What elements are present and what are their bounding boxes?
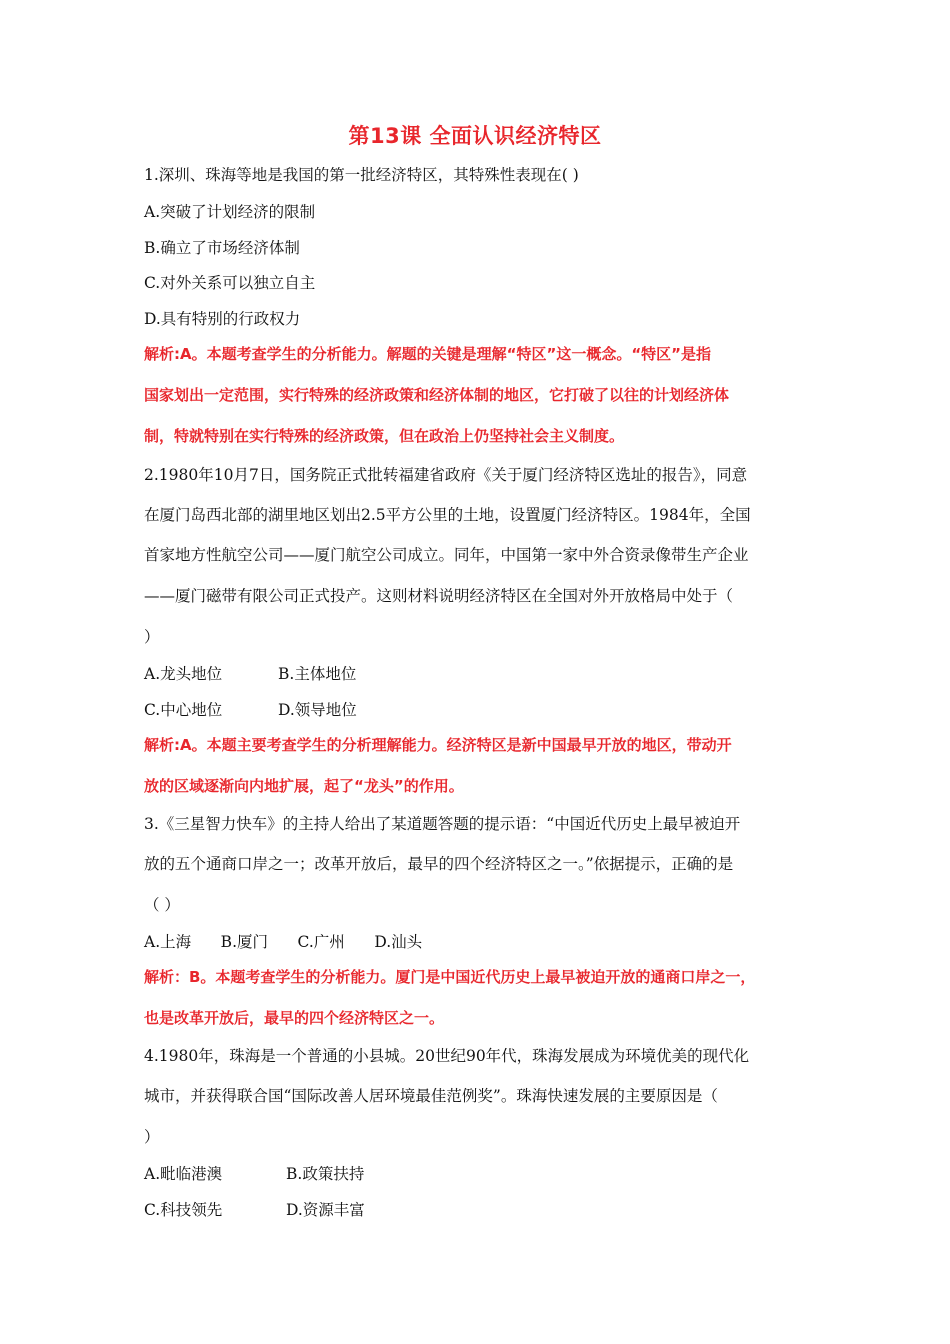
q1-option-a: A.突破了计划经济的限制 bbox=[144, 203, 316, 221]
q3-analysis-line: 也是改革开放后，最早的四个经济特区之一。 bbox=[144, 1009, 445, 1027]
q1-option-d: D.具有特别的行政权力 bbox=[144, 310, 301, 328]
q4-options-row bbox=[144, 1198, 365, 1220]
q2-stem-line: ——厦门磁带有限公司正式投产。这则材料说明经济特区在全国对外开放格局中处于（ bbox=[144, 587, 734, 605]
q4-options-row bbox=[144, 1162, 365, 1184]
q1-stem: 1.深圳、珠海等地是我国的第一批经济特区，其特殊性表现在( ) bbox=[144, 166, 579, 184]
q3-stem-line: 3.《三星智力快车》的主持人给出了某道题答题的提示语：“中国近代历史上最早被迫开 bbox=[144, 815, 741, 833]
q2-option-a: A.龙头地位 bbox=[144, 665, 223, 683]
q1-option-b: B.确立了市场经济体制 bbox=[144, 239, 300, 257]
q2-stem-line: ） bbox=[144, 628, 160, 646]
q2-analysis-line: 解析:A。本题主要考查学生的分析理解能力。经济特区是新中国最早开放的地区，带动开 bbox=[144, 736, 732, 754]
q1-analysis-line: 制，特就特别在实行特殊的经济政策，但在政治上仍坚持社会主义制度。 bbox=[144, 427, 625, 445]
q1-analysis-line: 国家划出一定范围，实行特殊的经济政策和经济体制的地区，它打破了以往的计划经济体 bbox=[144, 386, 730, 404]
q2-option-d: D.领导地位 bbox=[278, 701, 357, 719]
q1-option-c: C.对外关系可以独立自主 bbox=[144, 274, 316, 292]
q2-stem-line: 首家地方性航空公司——厦门航空公司成立。同年，中国第一家中外合资录像带生产企业 bbox=[144, 546, 749, 564]
q3-stem-line: （ ） bbox=[144, 896, 180, 914]
q2-analysis-line: 放的区域逐渐向内地扩展，起了“龙头”的作用。 bbox=[144, 777, 464, 795]
q4-stem-line: 城市，并获得联合国“国际改善人居环境最佳范例奖”。珠海快速发展的主要原因是（ bbox=[144, 1087, 718, 1105]
q2-options-row bbox=[144, 662, 357, 684]
q2-stem-line: 2.1980年10月7日，国务院正式批转福建省政府《关于厦门经济特区选址的报告》，同意 bbox=[144, 466, 748, 484]
q2-option-c: C.中心地位 bbox=[144, 701, 223, 719]
q3-options: A.上海 B.厦门 C.广州 D.汕头 bbox=[144, 933, 423, 951]
q4-option-d: D.资源丰富 bbox=[286, 1201, 365, 1219]
q1-analysis-line: 解析:A。本题考查学生的分析能力。解题的关键是理解“特区”这一概念。“特区”是指 bbox=[144, 345, 712, 363]
q4-stem-line: ） bbox=[144, 1128, 160, 1146]
q4-option-c: C.科技领先 bbox=[144, 1201, 223, 1219]
q4-stem-line: 4.1980年，珠海是一个普通的小县城。20世纪90年代，珠海发展成为环境优美的现代化 bbox=[144, 1047, 750, 1065]
q2-option-b: B.主体地位 bbox=[278, 665, 357, 683]
q2-options-row bbox=[144, 698, 357, 720]
q2-stem-line: 在厦门岛西北部的湖里地区划出2.5平方公里的土地，设置厦门经济特区。1984年，全国 bbox=[144, 506, 751, 524]
q4-option-a: A.毗临港澳 bbox=[144, 1165, 223, 1183]
q4-option-b: B.政策扶持 bbox=[286, 1165, 365, 1183]
lesson-title: 第13课 全面认识经济特区 bbox=[348, 124, 602, 148]
q3-stem-line: 放的五个通商口岸之一；改革开放后，最早的四个经济特区之一。”依据提示，正确的是 bbox=[144, 855, 734, 873]
q3-analysis-line: 解析：B。本题考查学生的分析能力。厦门是中国近代历史上最早被迫开放的通商口岸之一， bbox=[144, 968, 756, 986]
